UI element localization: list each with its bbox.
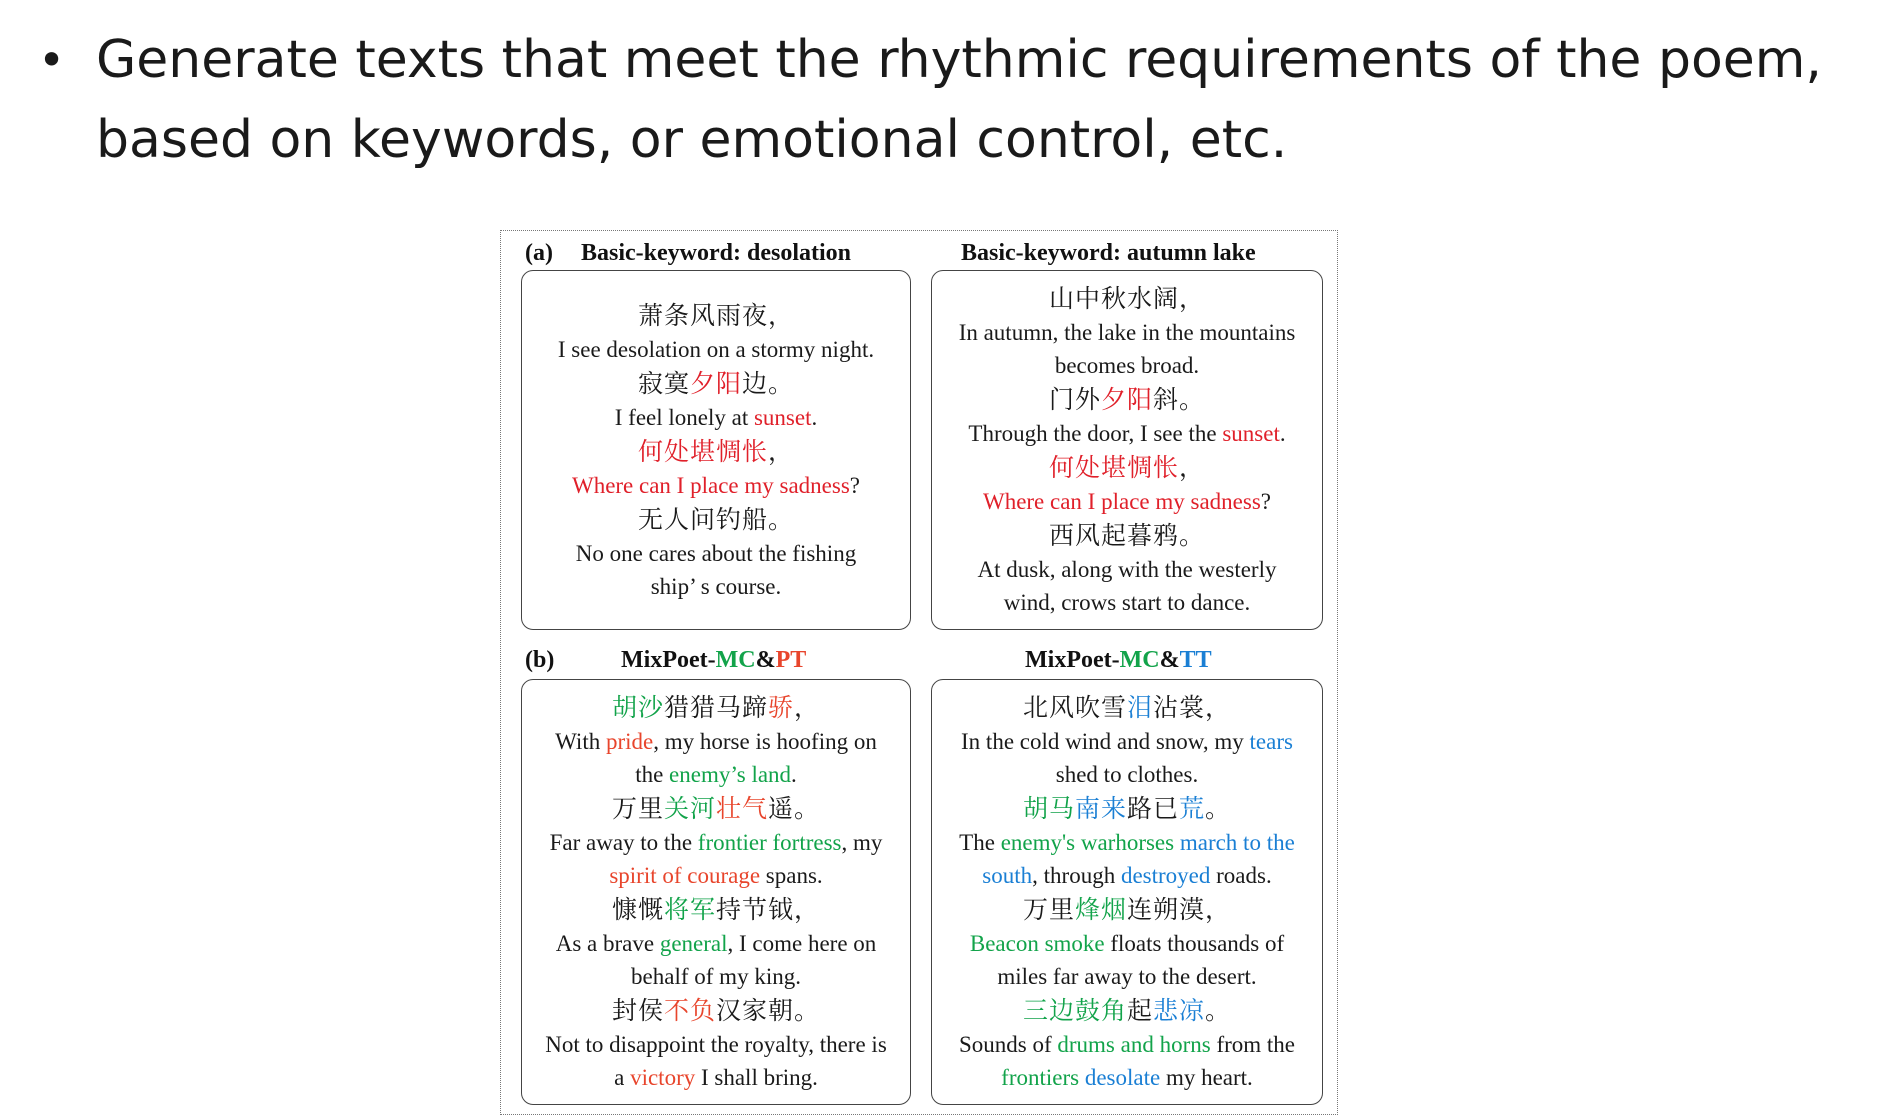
translation-line: I see desolation on a stormy night. xyxy=(557,336,875,362)
poem-line: 萧条风雨夜， xyxy=(637,300,794,330)
poem-line: 寂寞夕阳边。 xyxy=(637,368,795,398)
slide-bullet xyxy=(38,20,1878,180)
translation-line: the enemy’s land. xyxy=(635,762,797,787)
poem-line: 北风吹雪泪沾裳， xyxy=(1022,693,1232,722)
poem-line: 封侯不负汉家朝。 xyxy=(611,996,821,1025)
panel-a-right-box xyxy=(931,270,1323,630)
translation-line: ship’ s course. xyxy=(650,573,782,599)
bullet-line-1: Generate texts that meet the rhythmic requirements of the poem, xyxy=(96,30,1822,90)
poem-line: 何处堪惆怅， xyxy=(1048,453,1206,482)
poem-line: 山中秋水阔， xyxy=(1048,284,1205,313)
panel-a-right-title: Basic-keyword: autumn lake xyxy=(961,240,1256,266)
translation-line: south, through destroyed roads. xyxy=(982,863,1272,888)
translation-line: shed to clothes. xyxy=(1055,762,1199,787)
panel-b-left-title: MixPoet-MC&PT xyxy=(621,647,807,673)
translation-line: becomes broad. xyxy=(1054,353,1200,378)
poem-line: 万里关河壮气遥。 xyxy=(611,794,821,823)
translation-line: No one cares about the fishing xyxy=(575,540,857,566)
translation-line: a victory I shall bring. xyxy=(614,1065,818,1090)
poem-line: 西风起暮鸦。 xyxy=(1048,521,1205,550)
translation-line: Not to disappoint the royalty, there is xyxy=(545,1032,887,1057)
panel-b-right-box xyxy=(931,679,1323,1105)
translation-line: Sounds of drums and horns from the xyxy=(958,1032,1296,1057)
panel-a-left-box xyxy=(521,270,911,630)
translation-line: At dusk, along with the westerly xyxy=(977,557,1277,582)
poem-line: 胡沙猎猎马蹄骄， xyxy=(611,693,821,722)
translation-line: spirit of courage spans. xyxy=(609,863,823,888)
translation-line: miles far away to the desert. xyxy=(997,964,1257,989)
poem-line: 三边鼓角起悲凉。 xyxy=(1022,996,1232,1025)
panel-b-left-box xyxy=(521,679,911,1105)
bullet-dot-icon: • xyxy=(38,33,66,87)
poem-line: 胡马南来路已荒。 xyxy=(1022,794,1232,823)
translation-line: I feel lonely at sunset. xyxy=(614,404,818,430)
translation-line: In the cold wind and snow, my tears xyxy=(961,729,1293,754)
keyword-sunset: 夕阳 xyxy=(689,368,742,398)
row-a-label: (a) xyxy=(525,240,553,266)
translation-line: frontiers desolate my heart. xyxy=(1001,1065,1253,1090)
row-b-label: (b) xyxy=(525,647,555,673)
panel-a-left-title: Basic-keyword: desolation xyxy=(581,240,851,266)
translation-line: Through the door, I see the sunset. xyxy=(968,421,1286,446)
translation-line: Beacon smoke floats thousands of xyxy=(969,931,1285,956)
translation-line: behalf of my king. xyxy=(631,964,801,989)
translation-line: Where can I place my sadness? xyxy=(571,472,860,498)
poem-line: 万里烽烟连朔漠， xyxy=(1022,895,1232,924)
translation-line: The enemy's warhorses march to the xyxy=(959,830,1295,855)
poem-examples-figure xyxy=(500,230,1338,1115)
translation-line: Where can I place my sadness? xyxy=(982,489,1271,514)
poem-line: 何处堪惆怅， xyxy=(637,436,795,466)
poem-line: 无人问钓船。 xyxy=(637,504,794,534)
translation-line: wind, crows start to dance. xyxy=(1003,590,1251,615)
poem-line: 门外夕阳斜。 xyxy=(1048,385,1206,414)
translation-line: With pride, my horse is hoofing on xyxy=(555,729,877,754)
bullet-line-2: based on keywords, or emotional control, etc. xyxy=(96,110,1288,170)
translation-line: As a brave general, I come here on xyxy=(555,931,877,956)
bullet-text xyxy=(96,20,1878,180)
panel-b-right-title: MixPoet-MC&TT xyxy=(1025,647,1212,673)
poem-line: 慷慨将军持节钺， xyxy=(611,895,821,924)
translation-line: Far away to the frontier fortress, my xyxy=(549,830,883,855)
translation-line: In autumn, the lake in the mountains xyxy=(958,320,1296,345)
